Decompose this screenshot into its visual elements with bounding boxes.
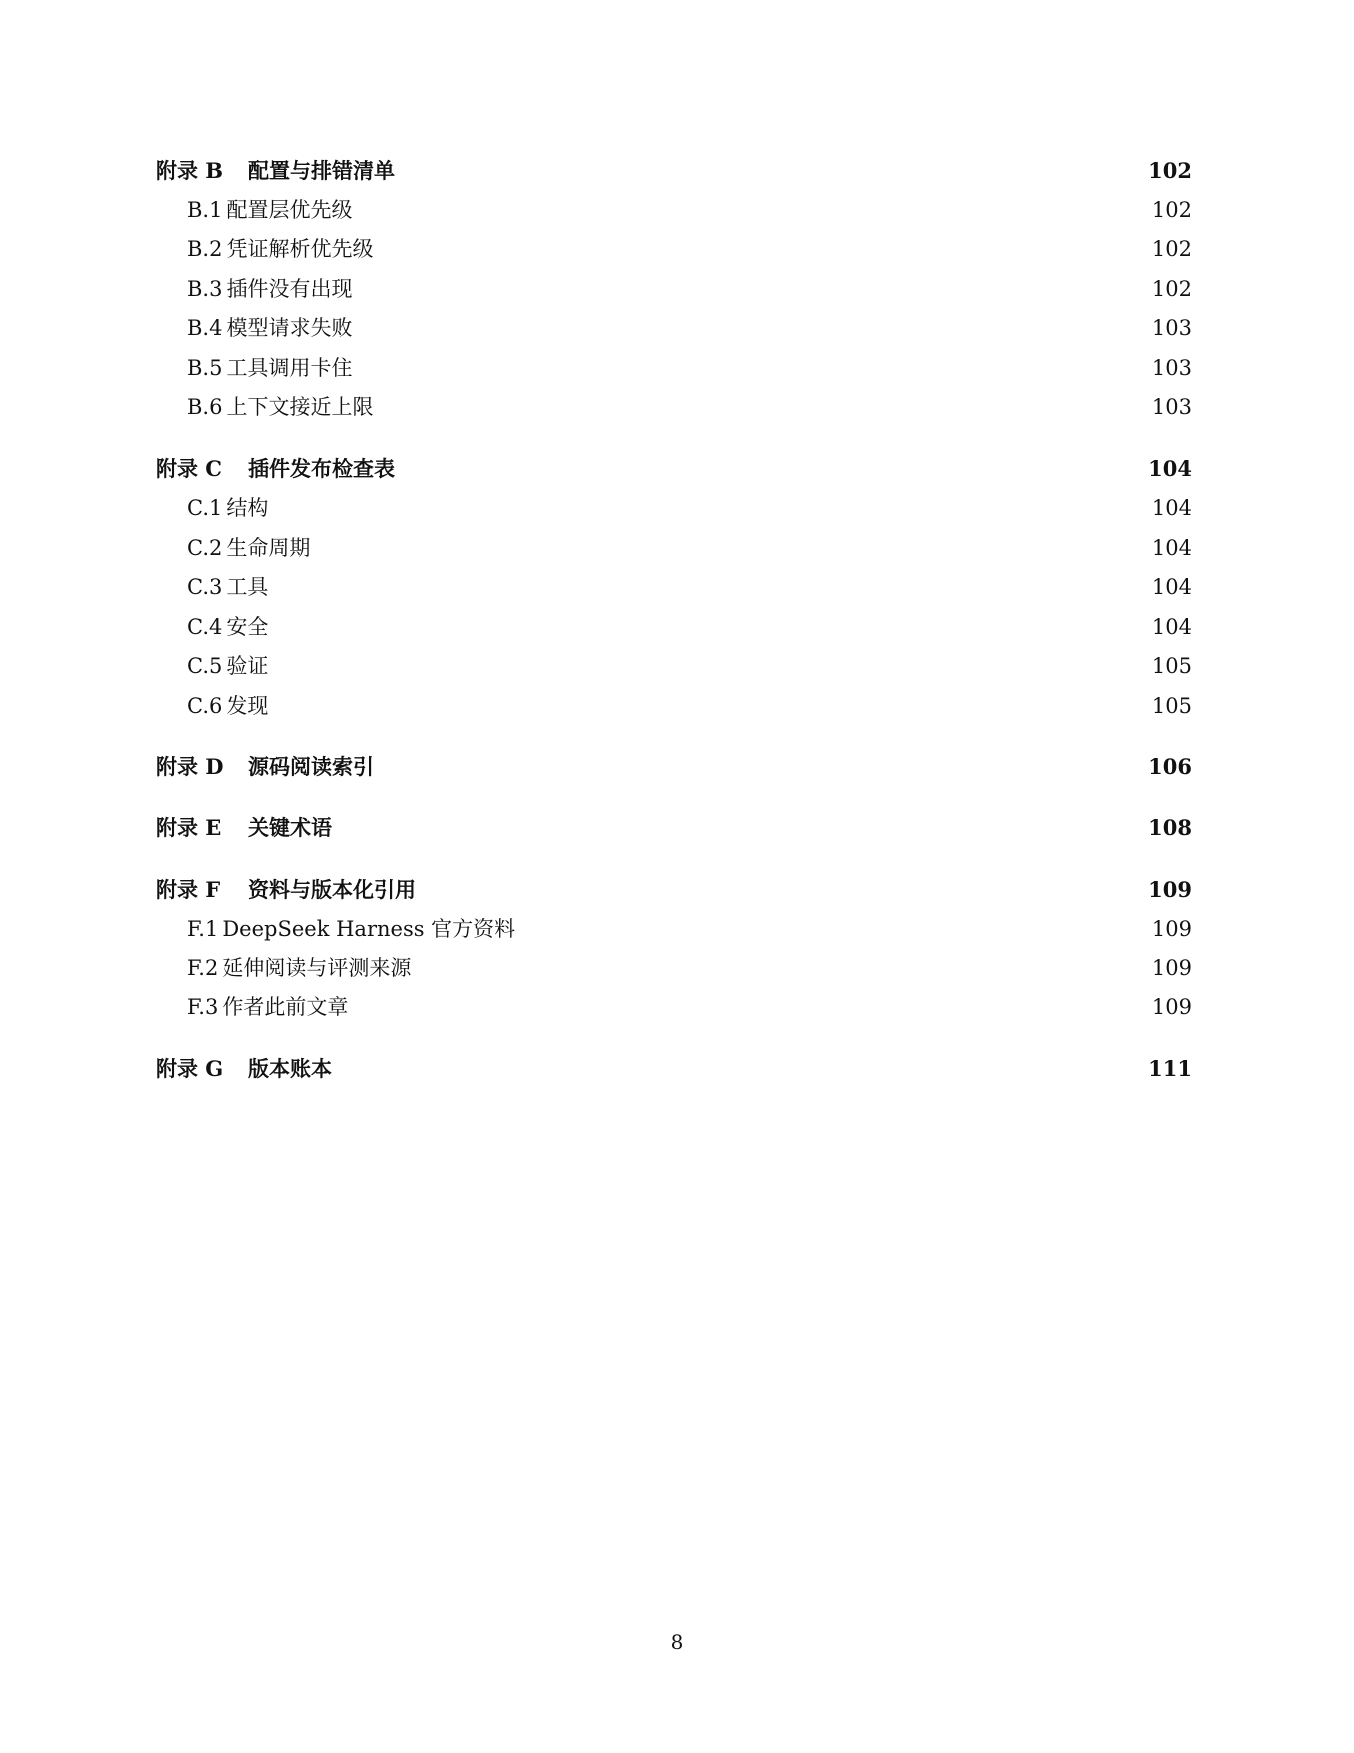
section-title: 凭证解析优先级 [226, 237, 374, 261]
section-label: C.5 [187, 654, 223, 678]
section-page: 103 [1151, 395, 1192, 419]
dot-leader [276, 611, 1146, 643]
section-page: 104 [1151, 536, 1192, 560]
toc-section-b4[interactable] [156, 312, 1192, 344]
section-label: C.6 [187, 694, 223, 718]
section-page: 109 [1151, 956, 1192, 980]
appendix-title: 插件发布检查表 [248, 456, 395, 481]
appendix-label: 附录 E [156, 815, 222, 840]
dot-leader [381, 391, 1145, 423]
section-page: 104 [1151, 496, 1192, 520]
section-label: C.2 [187, 536, 223, 560]
appendix-page: 111 [1148, 1056, 1192, 1081]
appendix-title: 源码阅读索引 [248, 754, 374, 779]
toc-section-c2[interactable] [156, 532, 1192, 564]
appendix-label: 附录 D [156, 754, 224, 779]
section-title: 上下文接近上限 [226, 395, 374, 419]
section-title: 发现 [226, 694, 269, 718]
appendix-title: 资料与版本化引用 [248, 877, 416, 902]
dot-leader [276, 650, 1146, 682]
dot-leader [360, 312, 1145, 344]
section-page: 102 [1151, 237, 1192, 261]
section-page: 105 [1151, 694, 1192, 718]
section-label: F.1 [187, 917, 219, 941]
dot-leader [276, 690, 1146, 722]
appendix-title: 配置与排错清单 [248, 158, 395, 183]
section-title: 生命周期 [226, 536, 311, 560]
section-title: 工具调用卡住 [226, 356, 353, 380]
toc-section-f1[interactable] [156, 913, 1192, 945]
section-title: 工具 [226, 575, 269, 599]
dot-leader [276, 571, 1146, 603]
dot-leader [360, 352, 1145, 384]
section-page: 105 [1151, 654, 1192, 678]
section-title: 结构 [226, 496, 269, 520]
dot-leader [419, 952, 1146, 984]
toc-section-b1[interactable] [156, 194, 1192, 226]
section-label: F.2 [187, 956, 219, 980]
appendix-page: 106 [1148, 754, 1192, 779]
toc-section-b2[interactable] [156, 233, 1192, 265]
appendix-page: 104 [1148, 456, 1192, 481]
dot-leader [360, 194, 1145, 226]
section-label: C.1 [187, 496, 223, 520]
section-page: 102 [1151, 277, 1192, 301]
appendix-label: 附录 F [156, 877, 221, 902]
page-number: 8 [670, 1630, 684, 1654]
section-title: 延伸阅读与评测来源 [222, 956, 412, 980]
section-title: 安全 [226, 615, 269, 639]
appendix-page: 109 [1148, 877, 1192, 902]
section-page: 104 [1151, 615, 1192, 639]
appendix-title: 关键术语 [248, 815, 332, 840]
section-label: B.2 [187, 237, 223, 261]
toc-section-b6[interactable] [156, 391, 1192, 423]
toc-section-b3[interactable] [156, 273, 1192, 305]
toc-appendix-c[interactable] [156, 453, 1192, 485]
toc-section-c4[interactable] [156, 611, 1192, 643]
section-title: 验证 [226, 654, 269, 678]
section-page: 109 [1151, 995, 1192, 1019]
section-title: 作者此前文章 [222, 995, 349, 1019]
appendix-label: 附录 C [156, 456, 223, 481]
section-label: B.4 [187, 316, 223, 340]
section-title: DeepSeek Harness 官方资料 [222, 917, 516, 941]
section-label: B.3 [187, 277, 223, 301]
section-title: 配置层优先级 [226, 198, 353, 222]
section-page: 103 [1151, 316, 1192, 340]
appendix-label: 附录 B [156, 158, 224, 183]
toc-section-c1[interactable] [156, 492, 1192, 524]
toc-appendix-e[interactable] [156, 812, 1192, 844]
appendix-page: 102 [1148, 158, 1192, 183]
dot-leader [276, 492, 1146, 524]
toc-section-c3[interactable] [156, 571, 1192, 603]
section-label: B.6 [187, 395, 223, 419]
section-label: B.5 [187, 356, 223, 380]
appendix-page: 108 [1148, 815, 1192, 840]
dot-leader [318, 532, 1146, 564]
section-page: 109 [1151, 917, 1192, 941]
section-label: C.4 [187, 615, 223, 639]
section-label: F.3 [187, 995, 219, 1019]
toc-section-c5[interactable] [156, 650, 1192, 682]
toc-section-b5[interactable] [156, 352, 1192, 384]
dot-leader [356, 991, 1146, 1023]
toc-section-f2[interactable] [156, 952, 1192, 984]
section-label: B.1 [187, 198, 223, 222]
section-title: 插件没有出现 [226, 277, 353, 301]
section-label: C.3 [187, 575, 223, 599]
appendix-title: 版本账本 [248, 1056, 332, 1081]
toc-section-f3[interactable] [156, 991, 1192, 1023]
section-title: 模型请求失败 [226, 316, 353, 340]
section-page: 102 [1151, 198, 1192, 222]
dot-leader [523, 913, 1146, 945]
toc-appendix-b[interactable] [156, 155, 1192, 187]
toc-appendix-f[interactable] [156, 874, 1192, 906]
toc-appendix-g[interactable] [156, 1053, 1192, 1085]
toc-appendix-d[interactable] [156, 751, 1192, 783]
section-page: 104 [1151, 575, 1192, 599]
dot-leader [360, 273, 1145, 305]
section-page: 103 [1151, 356, 1192, 380]
appendix-label: 附录 G [156, 1056, 224, 1081]
dot-leader [381, 233, 1145, 265]
toc-section-c6[interactable] [156, 690, 1192, 722]
